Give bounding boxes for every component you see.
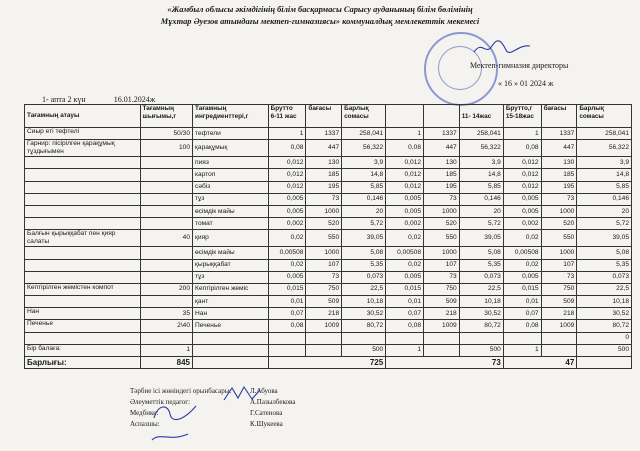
signature-name: Г.Сатенова <box>250 409 283 417</box>
table-row <box>25 140 632 157</box>
cell-dish-name: Балғын қырыққабат пен қияр салаты <box>25 230 141 247</box>
signature-role: Тәрбие ісі жөніндегі орынбасары: <box>130 387 232 395</box>
cell-ingredient: қияр <box>193 230 269 247</box>
cell-value: 56,322 <box>342 140 386 157</box>
cell-value: 80,72 <box>342 320 386 332</box>
signature-mark-2 <box>150 400 200 422</box>
cell-value: 0,002 <box>503 218 541 230</box>
cell-dish-name <box>25 157 141 169</box>
cell-portion <box>140 247 193 259</box>
cell-value: 0,07 <box>386 308 424 320</box>
cell-value: 0,015 <box>268 283 306 295</box>
cell-dish-name: Печенье <box>25 320 141 332</box>
cell-value: 0,005 <box>268 271 306 283</box>
cell-portion: 40 <box>140 230 193 247</box>
cell-value: 750 <box>306 283 342 295</box>
cell-dish-name <box>25 332 141 344</box>
cell-value: 39,05 <box>342 230 386 247</box>
cell-ingredient: пияз <box>193 157 269 169</box>
cell-value: 509 <box>306 296 342 308</box>
cell-dish-name <box>25 218 141 230</box>
cell-value: 73 <box>306 193 342 205</box>
cell-value: 447 <box>424 140 460 157</box>
cell-ingredient: тұз <box>193 271 269 283</box>
table-header-row <box>25 105 632 128</box>
cell-value: 5,08 <box>459 247 503 259</box>
cell-value: 22,5 <box>577 283 632 295</box>
cell-value <box>424 332 460 344</box>
cell-value: 0,005 <box>386 205 424 217</box>
cell-value: 73 <box>541 193 577 205</box>
table-row <box>25 271 632 283</box>
table-row <box>25 344 632 356</box>
cell-dish-name: Кептірілген жемістен компот <box>25 283 141 295</box>
cell-portion: 200 <box>140 283 193 295</box>
cell-ingredient: тефтели <box>193 128 269 140</box>
cell-ingredient: картоп <box>193 169 269 181</box>
cell-value: 447 <box>306 140 342 157</box>
cell-portion <box>140 169 193 181</box>
table-row <box>25 230 632 247</box>
cell-value: 0,146 <box>342 193 386 205</box>
cell-value: 1000 <box>306 205 342 217</box>
cell-value: 3,9 <box>459 157 503 169</box>
cell-value: 56,322 <box>459 140 503 157</box>
cell-value: 73 <box>424 193 460 205</box>
table-row <box>25 247 632 259</box>
cell-value: 10,18 <box>459 296 503 308</box>
cell-value: 1 <box>503 344 541 356</box>
cell-value: 550 <box>306 230 342 247</box>
cell-dish-name <box>25 259 141 271</box>
cell-ingredient: өсімдік майы <box>193 205 269 217</box>
cell-value <box>386 332 424 344</box>
cell-value: 0,00508 <box>268 247 306 259</box>
table-row <box>25 218 632 230</box>
cell-value: 0,08 <box>386 140 424 157</box>
cell-ingredient: өсімдік майы <box>193 247 269 259</box>
table-row <box>25 128 632 140</box>
cell-value: 258,041 <box>577 128 632 140</box>
cell-value: 10,18 <box>342 296 386 308</box>
cell-value: 0,015 <box>386 283 424 295</box>
cell-dish-name: Бір балаға: <box>25 344 141 356</box>
cell-value: 0,08 <box>503 320 541 332</box>
table-row <box>25 308 632 320</box>
cell-value: 520 <box>541 218 577 230</box>
cell-value: 1 <box>268 128 306 140</box>
col-price-1: бағасы <box>306 105 342 128</box>
cell-value: 185 <box>424 169 460 181</box>
cell-value: 20 <box>342 205 386 217</box>
cell-value: 0,073 <box>459 271 503 283</box>
cell-value: 5,08 <box>342 247 386 259</box>
cell-value: 3,9 <box>577 157 632 169</box>
cell-value: 0,012 <box>268 169 306 181</box>
cell-ingredient: тұз <box>193 193 269 205</box>
cell-value: 185 <box>541 169 577 181</box>
cell-value: 1337 <box>541 128 577 140</box>
cell-value: 20 <box>577 205 632 217</box>
cell-value: 0,08 <box>268 140 306 157</box>
table-row <box>25 283 632 295</box>
cell-value: 500 <box>342 344 386 356</box>
signature-mark-3 <box>150 430 190 444</box>
director-signature <box>472 38 532 58</box>
cell-value: 1009 <box>306 320 342 332</box>
cell-value: 0,02 <box>503 230 541 247</box>
cell-ingredient <box>193 344 269 356</box>
cell-value: 0,005 <box>386 271 424 283</box>
table-row <box>25 296 632 308</box>
cell-value: 500 <box>577 344 632 356</box>
cell-value: 1 <box>386 344 424 356</box>
cell-portion <box>140 259 193 271</box>
cell-value: 0,005 <box>386 193 424 205</box>
cell-value: 1000 <box>541 247 577 259</box>
cell-value: 1 <box>386 128 424 140</box>
cell-value: 0,012 <box>386 169 424 181</box>
cell-value: 1 <box>503 128 541 140</box>
cell-ingredient <box>193 332 269 344</box>
cell-portion: 100 <box>140 140 193 157</box>
cell-value: 14,8 <box>577 169 632 181</box>
cell-value: 0,012 <box>503 157 541 169</box>
cell-value: 1000 <box>541 205 577 217</box>
cell-portion <box>140 332 193 344</box>
cell-value: 550 <box>424 230 460 247</box>
cell-value: 14,8 <box>342 169 386 181</box>
cell-value: 258,041 <box>342 128 386 140</box>
cell-portion <box>140 181 193 193</box>
cell-value: 1000 <box>306 247 342 259</box>
cell-value: 39,05 <box>577 230 632 247</box>
signature-role: Медбике: <box>130 409 159 417</box>
cell-portion <box>140 205 193 217</box>
cell-value: 0,012 <box>503 181 541 193</box>
total-label: Барлығы: <box>25 357 141 369</box>
cell-value: 509 <box>541 296 577 308</box>
cell-value: 73 <box>541 271 577 283</box>
signature-name: А.Пазылбекова <box>250 398 296 406</box>
cell-value: 750 <box>541 283 577 295</box>
cell-dish-name <box>25 205 141 217</box>
cell-value <box>541 332 577 344</box>
cell-value: 130 <box>541 157 577 169</box>
cell-value: 0,073 <box>577 271 632 283</box>
cell-value: 0,02 <box>386 230 424 247</box>
table-row <box>25 157 632 169</box>
cell-value: 520 <box>424 218 460 230</box>
total-row <box>25 357 632 369</box>
col-ingredient: Тағамның ингредиенттері,г <box>193 105 269 128</box>
table-row <box>25 193 632 205</box>
cell-value: 0,005 <box>268 205 306 217</box>
day-label: 1- апта 2 күн <box>42 95 86 104</box>
cell-value: 447 <box>541 140 577 157</box>
cell-value: 0,02 <box>386 259 424 271</box>
col-gross-3: Брутто,г 15-18жас <box>503 105 541 128</box>
cell-ingredient: қант <box>193 296 269 308</box>
cell-ingredient: томат <box>193 218 269 230</box>
cell-value <box>503 332 541 344</box>
cell-value: 80,72 <box>459 320 503 332</box>
signature-mark-1 <box>222 384 262 404</box>
cell-value: 0,02 <box>268 259 306 271</box>
approval-title: Мектеп-гимназия директоры <box>470 61 569 70</box>
col-price-2 <box>424 105 460 128</box>
cell-value: 500 <box>459 344 503 356</box>
cell-value: 5,08 <box>577 247 632 259</box>
cell-dish-name <box>25 271 141 283</box>
col-sum-2: 11- 14жас <box>459 105 503 128</box>
cell-value <box>268 344 306 356</box>
cell-value: 0,01 <box>386 296 424 308</box>
cell-value: 0,02 <box>268 230 306 247</box>
cell-value: 0,02 <box>503 259 541 271</box>
signature-role: Аспазшы: <box>130 420 160 428</box>
signature-role: Әлеуметтік педагог: <box>130 398 191 406</box>
cell-value <box>459 332 503 344</box>
cell-ingredient: Печенье <box>193 320 269 332</box>
cell-value <box>342 332 386 344</box>
cell-value: 0,07 <box>503 308 541 320</box>
cell-value: 5,85 <box>459 181 503 193</box>
cell-portion <box>140 157 193 169</box>
cell-value: 1000 <box>424 205 460 217</box>
cell-ingredient: сәбіз <box>193 181 269 193</box>
cell-value: 5,85 <box>577 181 632 193</box>
cell-value: 550 <box>541 230 577 247</box>
total-value-3: 47 <box>503 357 577 369</box>
cell-value: 14,8 <box>459 169 503 181</box>
cell-value: 39,05 <box>459 230 503 247</box>
col-price-3: бағасы <box>541 105 577 128</box>
cell-value: 0,146 <box>577 193 632 205</box>
cell-portion: 2\40 <box>140 320 193 332</box>
cell-value: 5,35 <box>342 259 386 271</box>
cell-value: 0,015 <box>503 283 541 295</box>
cell-value: 130 <box>306 157 342 169</box>
cell-value <box>541 344 577 356</box>
menu-table <box>24 104 632 369</box>
table-row <box>25 332 632 344</box>
document-header <box>60 4 580 28</box>
cell-value: 22,5 <box>459 283 503 295</box>
cell-value: 5,72 <box>342 218 386 230</box>
cell-value: 0,01 <box>503 296 541 308</box>
header-line-2: Мұхтар Әуезов атындағы мектеп-гимназиясы» коммуналдық мемлекеттік мекемесі <box>160 17 480 26</box>
cell-dish-name: Гарнир: пісірілген қарақұмық тұздығымен <box>25 140 141 157</box>
cell-value <box>424 344 460 356</box>
cell-value: 185 <box>306 169 342 181</box>
cell-value: 0,012 <box>268 181 306 193</box>
cell-value: 0,005 <box>503 193 541 205</box>
cell-value: 520 <box>306 218 342 230</box>
cell-value <box>268 332 306 344</box>
cell-portion <box>140 193 193 205</box>
signature-name: К.Шукеева <box>250 420 283 428</box>
cell-value: 3,9 <box>342 157 386 169</box>
cell-portion: 50/30 <box>140 128 193 140</box>
cell-ingredient: қарақұмық <box>193 140 269 157</box>
col-gross-1: Брутто 6-11 жас <box>268 105 306 128</box>
col-sum-3: Барлық сомасы <box>577 105 632 128</box>
cell-value: 0,08 <box>503 140 541 157</box>
cell-value: 56,322 <box>577 140 632 157</box>
cell-value: 1337 <box>424 128 460 140</box>
table-row <box>25 320 632 332</box>
cell-value: 509 <box>424 296 460 308</box>
cell-value: 5,35 <box>459 259 503 271</box>
cell-value: 30,52 <box>577 308 632 320</box>
cell-value: 5,35 <box>577 259 632 271</box>
cell-value: 195 <box>541 181 577 193</box>
cell-value: 218 <box>541 308 577 320</box>
table-body <box>25 128 632 357</box>
cell-value: 0,00508 <box>503 247 541 259</box>
cell-ingredient: қырыққабат <box>193 259 269 271</box>
cell-value: 107 <box>306 259 342 271</box>
cell-value: 22,5 <box>342 283 386 295</box>
cell-value: 1009 <box>424 320 460 332</box>
day-line <box>42 95 181 104</box>
total-value-2: 73 <box>386 357 504 369</box>
cell-value: 1009 <box>541 320 577 332</box>
cell-value: 30,52 <box>342 308 386 320</box>
cell-value: 5,85 <box>342 181 386 193</box>
cell-value: 20 <box>459 205 503 217</box>
cell-dish-name <box>25 247 141 259</box>
cell-value: 0,012 <box>386 181 424 193</box>
cell-value: 107 <box>541 259 577 271</box>
total-value-1: 725 <box>268 357 386 369</box>
cell-value: 0,146 <box>459 193 503 205</box>
col-sum-1: Барлық сомасы <box>342 105 386 128</box>
cell-value: 0,005 <box>503 271 541 283</box>
day-date: 16.01.2024ж <box>113 95 156 104</box>
cell-dish-name <box>25 193 141 205</box>
cell-portion <box>140 218 193 230</box>
cell-portion <box>140 296 193 308</box>
cell-dish-name <box>25 169 141 181</box>
cell-value: 0,07 <box>268 308 306 320</box>
cell-value: 73 <box>424 271 460 283</box>
cell-value: 0,012 <box>268 157 306 169</box>
total-portion: 845 <box>140 357 193 369</box>
cell-value: 1337 <box>306 128 342 140</box>
cell-value: 218 <box>424 308 460 320</box>
header-line-1: «Жамбыл облысы әкімдігінің білім басқармасы Сарысу ауданының білім бөлімінің <box>167 5 473 14</box>
cell-dish-name: Сиыр еті тефтелі <box>25 128 141 140</box>
cell-ingredient: Кептірілген жеміс <box>193 283 269 295</box>
cell-value: 218 <box>306 308 342 320</box>
cell-ingredient: Нан <box>193 308 269 320</box>
cell-dish-name <box>25 181 141 193</box>
table-row <box>25 169 632 181</box>
cell-value: 0,08 <box>268 320 306 332</box>
cell-value: 0,005 <box>503 205 541 217</box>
cell-value: 5,72 <box>577 218 632 230</box>
signature-name: Л.Абуова <box>250 387 278 395</box>
cell-value: 10,18 <box>577 296 632 308</box>
cell-value <box>306 332 342 344</box>
approval-date: « 16 » 01 2024 ж <box>498 79 554 88</box>
cell-value: 258,041 <box>459 128 503 140</box>
cell-value: 0,00508 <box>386 247 424 259</box>
col-portion: Тағамның шығымы,г <box>140 105 193 128</box>
cell-value <box>306 344 342 356</box>
cell-value: 195 <box>306 181 342 193</box>
signature-row <box>130 386 278 397</box>
cell-value: 0,08 <box>386 320 424 332</box>
cell-value: 0,002 <box>386 218 424 230</box>
cell-value: 0,01 <box>268 296 306 308</box>
cell-dish-name <box>25 296 141 308</box>
table-row <box>25 205 632 217</box>
cell-value: 0,002 <box>268 218 306 230</box>
cell-value: 107 <box>424 259 460 271</box>
col-gross-2 <box>386 105 424 128</box>
cell-value: 0,012 <box>503 169 541 181</box>
cell-value: 130 <box>424 157 460 169</box>
cell-portion: 35 <box>140 308 193 320</box>
col-name: Тағамның атауы <box>25 105 141 128</box>
cell-value: 0,012 <box>386 157 424 169</box>
cell-value: 0,005 <box>268 193 306 205</box>
cell-value: 195 <box>424 181 460 193</box>
table-row <box>25 259 632 271</box>
cell-value: 1000 <box>424 247 460 259</box>
cell-portion <box>140 271 193 283</box>
cell-portion: 1 <box>140 344 193 356</box>
cell-value: 80,72 <box>577 320 632 332</box>
cell-value: 73 <box>306 271 342 283</box>
cell-value: 750 <box>424 283 460 295</box>
cell-value: 0,073 <box>342 271 386 283</box>
cell-dish-name: Нан <box>25 308 141 320</box>
cell-value: 30,52 <box>459 308 503 320</box>
cell-value: 5,72 <box>459 218 503 230</box>
table-row <box>25 181 632 193</box>
cell-value: 0 <box>577 332 632 344</box>
